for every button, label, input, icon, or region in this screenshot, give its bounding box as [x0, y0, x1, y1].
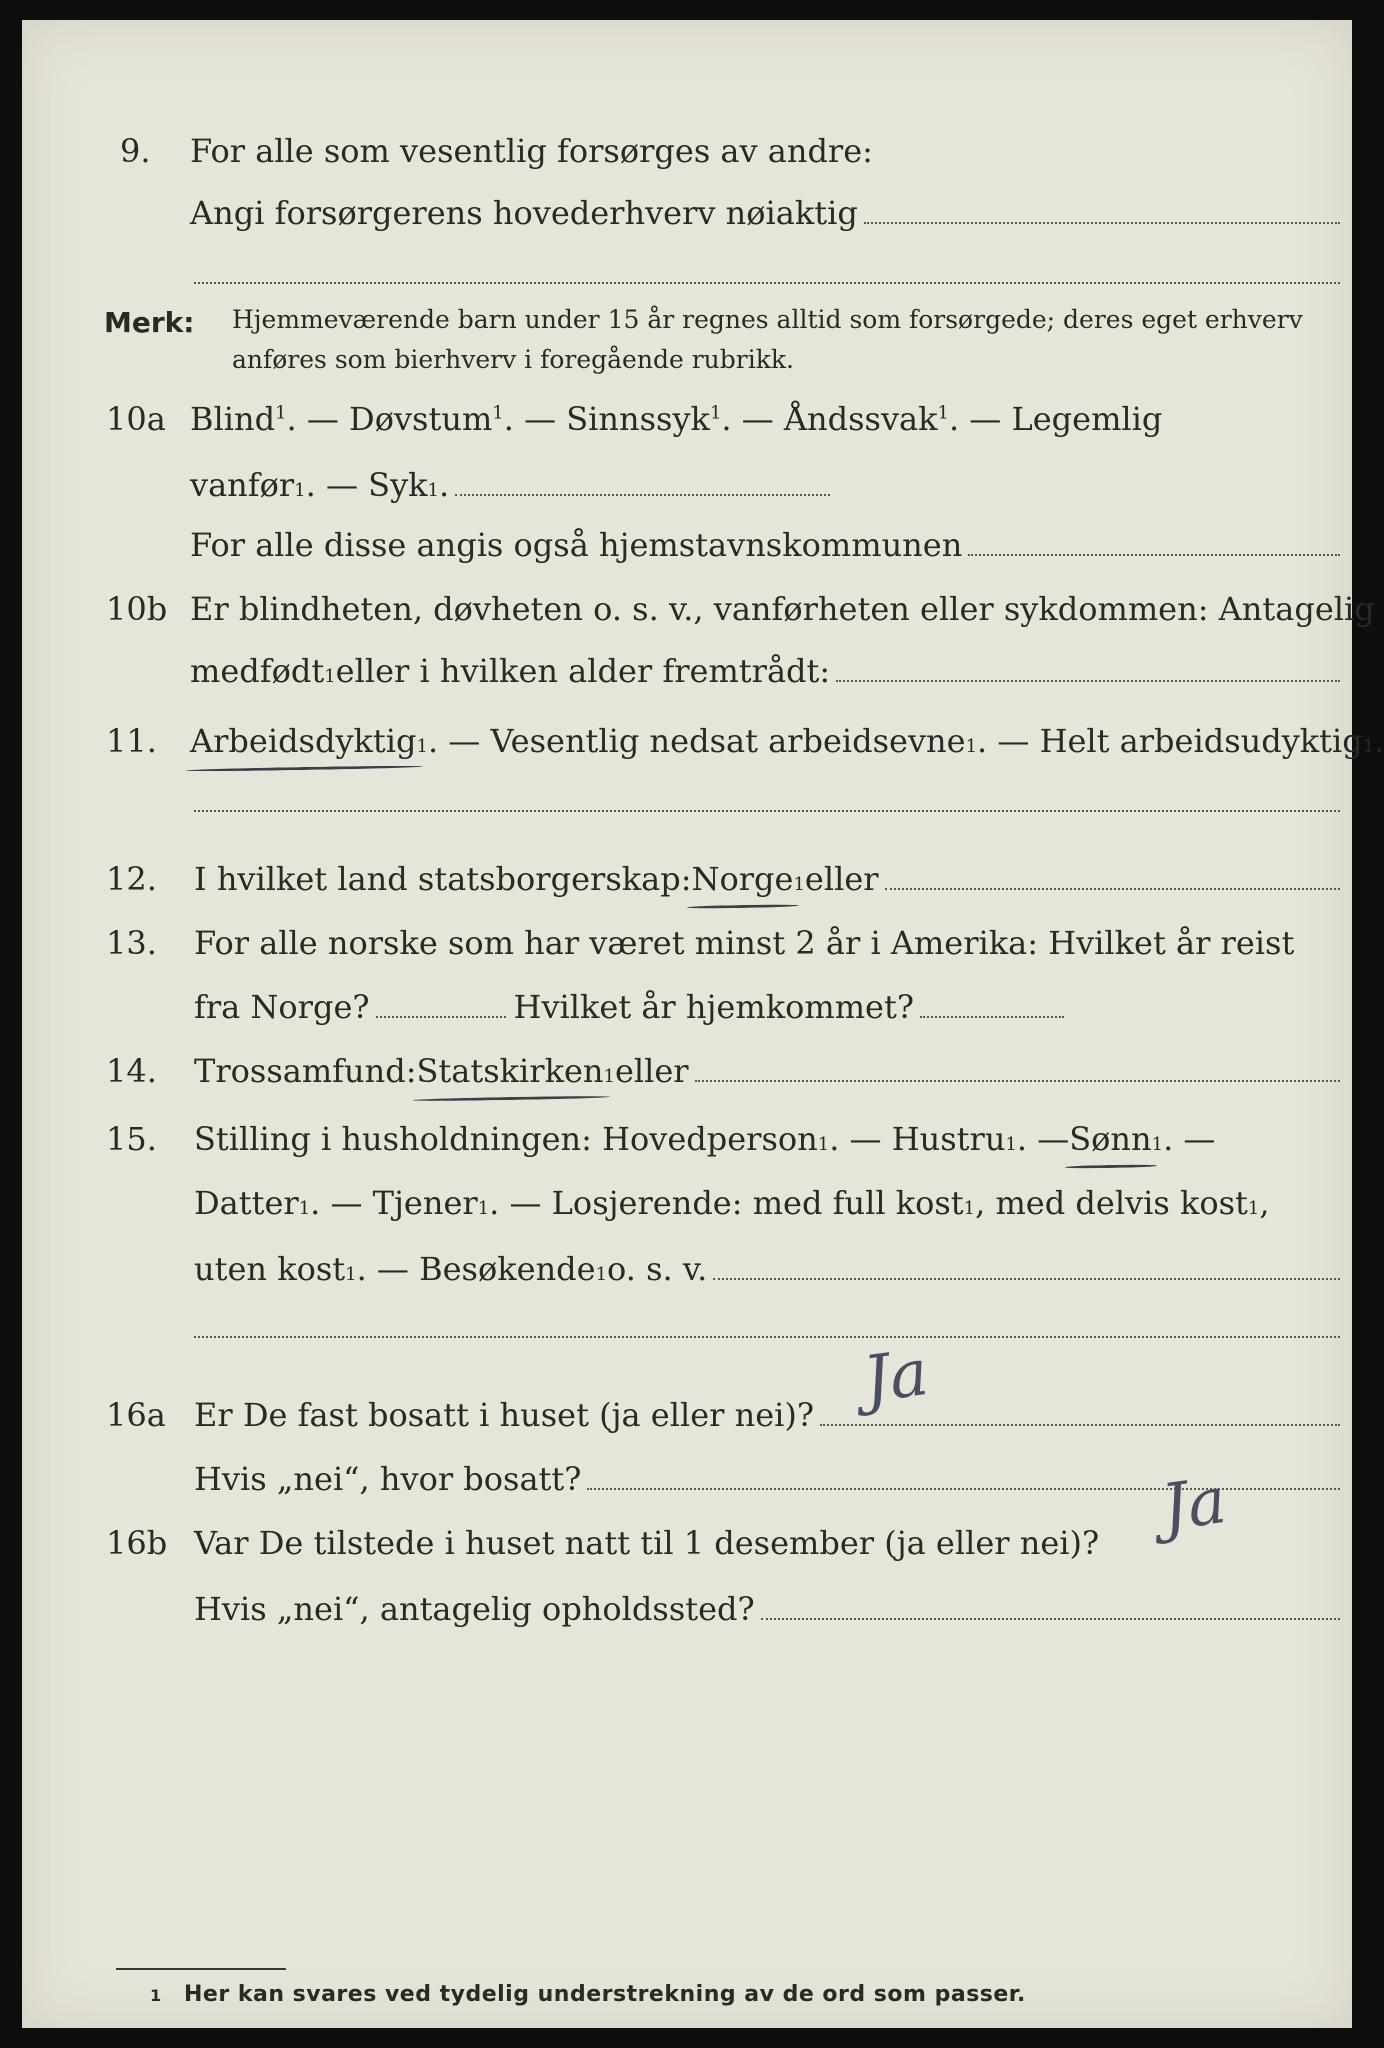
- option-medfodt[interactable]: medfødt: [190, 652, 325, 690]
- q10a-sick-field[interactable]: [455, 494, 830, 496]
- q13-line1: [194, 924, 1340, 962]
- footnote-text: Her kan svares ved tydelig understrekning av de ord som passer.: [184, 1982, 1026, 2007]
- q11-number: 11.: [106, 722, 157, 760]
- q15-other-field-2[interactable]: [194, 1336, 1340, 1338]
- note-label: Merk:: [104, 306, 195, 339]
- q16b-location-label: Hvis „nei“, antagelig opholdssted?: [194, 1590, 755, 1628]
- q10a-home-municipality-label: For alle disse angis også hjemstavnskommunen: [190, 526, 963, 564]
- q9-line1: [190, 132, 873, 170]
- q13-emigrated-year-field[interactable]: [376, 1016, 506, 1018]
- option-hovedperson[interactable]: Stilling i husholdningen: Hovedperson: [194, 1120, 818, 1158]
- option-delvis-kost[interactable]: , med delvis kost: [975, 1184, 1248, 1222]
- q9-number: 9.: [120, 132, 151, 170]
- punctuation: .: [438, 466, 450, 504]
- q16b-question: Var De tilstede i huset natt til 1 desember (ja eller nei)?: [194, 1524, 1100, 1562]
- option-blind[interactable]: Blind: [190, 400, 276, 438]
- q16a-number: 16a: [106, 1396, 166, 1434]
- q15-line2: Datter 1 . — Tjener 1 . — Losjerende: med full kost 1 , med delvis kost 1 ,: [194, 1184, 1270, 1222]
- q13-returned-label: Hvilket år hjemkommet?: [513, 988, 914, 1026]
- footnote-ref: 1: [275, 402, 287, 424]
- note-text: Hjemmeværende barn under 15 år regnes alltid som forsørgede; deres eget erhverv anføres som bierhverv i foregående rubrikk.: [232, 305, 1303, 374]
- q11-field[interactable]: [194, 810, 1340, 812]
- q14-question: Trossamfund:: [194, 1052, 417, 1090]
- q15-number: 15.: [106, 1120, 157, 1158]
- q13-question: For alle norske som har været minst 2 år i Amerika: Hvilket år reist: [194, 924, 1295, 962]
- q10a-home-municipality-field[interactable]: [968, 554, 1340, 556]
- footnote-mark: 1: [150, 1986, 162, 2005]
- q14-number: 14.: [106, 1052, 157, 1090]
- q10a-line2: vanfør 1 . — Syk 1 .: [190, 466, 830, 504]
- q12-other-country-field[interactable]: [885, 888, 1340, 890]
- q10a-line3: [190, 526, 1340, 564]
- option-arbeidsudyktig[interactable]: . — Helt arbeidsudyktig: [977, 722, 1363, 760]
- q13-emigrated-label: fra Norge?: [194, 988, 370, 1026]
- q16a-handwritten-answer: Ja: [859, 1335, 933, 1419]
- q12-or-label: eller: [804, 860, 879, 898]
- q16b-answer-field[interactable]: [1105, 1552, 1340, 1554]
- q14-line1: Trossamfund: Statskirken 1 eller: [194, 1052, 1340, 1090]
- option-legemlig[interactable]: . — Legemlig: [948, 400, 1163, 438]
- footnote-divider: [116, 1968, 286, 1970]
- q16a-answer-field[interactable]: [820, 1424, 1340, 1426]
- punctuation: .: [1374, 722, 1384, 760]
- q10b-line1: [190, 590, 1375, 628]
- q9-occupation-field-2[interactable]: [194, 282, 1340, 284]
- option-norge-underlined[interactable]: Norge: [691, 860, 794, 898]
- q9-question: For alle som vesentlig forsørges av andre:: [190, 132, 873, 170]
- option-vanfor[interactable]: vanfør: [190, 466, 295, 504]
- q13-number: 13.: [106, 924, 157, 962]
- q10b-age-label: eller i hvilken alder fremtrådt:: [335, 652, 831, 690]
- q15-line3: uten kost 1 . — Besøkende 1 o. s. v.: [194, 1250, 1340, 1288]
- q16b-location-field[interactable]: [761, 1618, 1340, 1620]
- q16b-number: 16b: [106, 1524, 168, 1562]
- option-statskirken-underlined[interactable]: Statskirken: [416, 1052, 604, 1090]
- q9-occupation-label: Angi forsørgerens hovederhverv nøiaktig: [190, 194, 858, 232]
- q10b-question: Er blindheten, døvheten o. s. v., vanførheten eller sykdommen: Antagelig: [190, 590, 1375, 628]
- q9-occupation-field[interactable]: [864, 222, 1340, 224]
- footnote-ref: 1: [937, 402, 949, 424]
- option-besokende[interactable]: . — Besøkende: [356, 1250, 596, 1288]
- census-form-page: [22, 20, 1384, 2028]
- q16a-line1: [194, 1396, 1340, 1434]
- option-hustru[interactable]: . — Hustru: [829, 1120, 1006, 1158]
- punctuation: ,: [1259, 1184, 1270, 1222]
- q13-line2: [194, 988, 1064, 1026]
- option-full-kost[interactable]: . — Losjerende: med full kost: [489, 1184, 964, 1222]
- option-uten-kost[interactable]: uten kost: [194, 1250, 346, 1288]
- q14-or-label: eller: [614, 1052, 689, 1090]
- q16b-line2: [194, 1590, 1340, 1628]
- q11-line1: Arbeidsdyktig 1 . — Vesentlig nedsat arbeidsevne 1 . — Helt arbeidsudyktig 1 .: [190, 722, 1384, 760]
- q12-number: 12.: [106, 860, 157, 898]
- q14-other-faith-field[interactable]: [695, 1080, 1340, 1082]
- q9-line2: [190, 194, 1340, 232]
- q12-line1: I hvilket land statsborgerskap: Norge 1 eller: [194, 860, 1340, 898]
- q16a-where-label: Hvis „nei“, hvor bosatt?: [194, 1460, 582, 1498]
- q10a-line1: [190, 400, 1340, 438]
- q10b-age-field[interactable]: [836, 680, 1340, 682]
- footnote-ref: 1: [492, 402, 504, 424]
- q15-line1: Stilling i husholdningen: Hovedperson 1 . — Hustru 1 . — Sønn 1 . —: [194, 1120, 1216, 1158]
- q15-etc-label: o. s. v.: [607, 1250, 708, 1288]
- option-sonn-underlined[interactable]: Sønn: [1069, 1120, 1152, 1158]
- option-datter[interactable]: Datter: [194, 1184, 299, 1222]
- q12-question: I hvilket land statsborgerskap:: [194, 860, 692, 898]
- q16a-where-field[interactable]: [587, 1488, 1340, 1490]
- option-sinnssyk[interactable]: . — Sinnssyk: [503, 400, 710, 438]
- option-arbeidsdyktig-underlined[interactable]: Arbeidsdyktig: [190, 722, 417, 760]
- separator: . —: [1163, 1120, 1216, 1158]
- q10b-number: 10b: [106, 590, 168, 628]
- option-syk[interactable]: . — Syk: [305, 466, 428, 504]
- separator: . —: [1016, 1120, 1070, 1158]
- q15-other-field[interactable]: [713, 1278, 1340, 1280]
- option-nedsat-arbeidsevne[interactable]: . — Vesentlig nedsat arbeidsevne: [427, 722, 966, 760]
- q13-returned-year-field[interactable]: [920, 1016, 1064, 1018]
- q16b-handwritten-answer: Ja: [1157, 1463, 1231, 1547]
- q10b-line2: medfødt 1 eller i hvilken alder fremtrådt:: [190, 652, 1340, 690]
- option-tjener[interactable]: . — Tjener: [310, 1184, 478, 1222]
- footnote-ref: 1: [709, 402, 722, 424]
- option-dovstum[interactable]: . — Døvstum: [286, 400, 493, 438]
- option-andssvak[interactable]: . — Åndssvak: [721, 400, 938, 438]
- q10a-number: 10a: [106, 400, 166, 438]
- q16a-question: Er De fast bosatt i huset (ja eller nei)?: [194, 1396, 815, 1434]
